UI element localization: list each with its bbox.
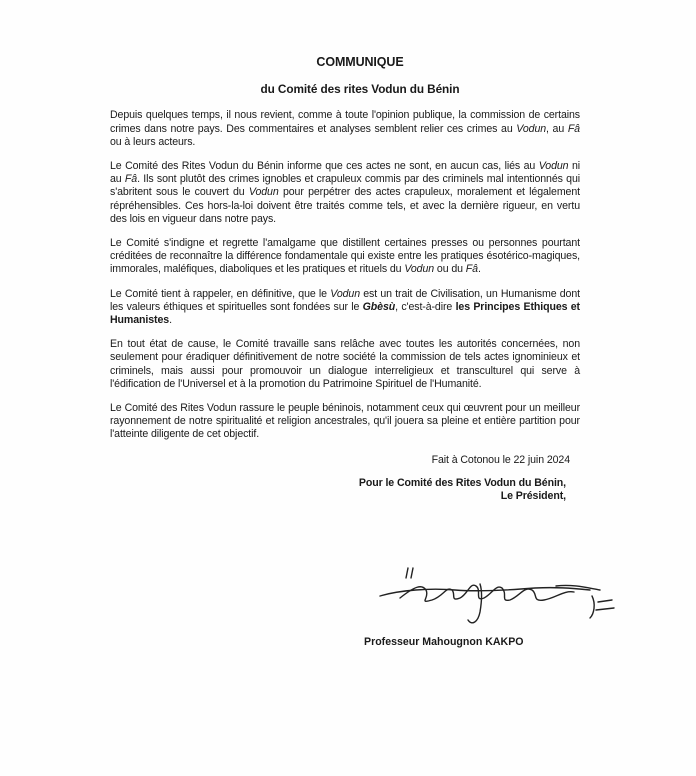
p1-text-e: ou à leurs acteurs. (110, 135, 196, 148)
p3-text-c: ou du (434, 263, 466, 276)
p2-text-c: ni au (110, 160, 580, 186)
p4-text-e: , c'est-à-dire (395, 300, 456, 313)
p3-fa: Fâ (465, 263, 478, 276)
p2-text-e: . Ils sont plutôt des crimes ignobles et crapuleux commis par des criminels mal intentionnés qui s'abritent sous le couvert du (110, 173, 580, 199)
p4-text-g: . (169, 314, 172, 327)
p1-vodun: Vodun (516, 122, 547, 135)
handwritten-signature (360, 560, 620, 640)
paragraph-3 (110, 237, 580, 277)
paragraph-1 (110, 109, 580, 149)
paragraph-5: En tout état de cause, le Comité travaille sans relâche avec toutes les autorités concernées, non seulement pour éradiquer définitivement de notre société la commission de tels actes ignominieux et criminels, mais aussi pour promouvoir un dialogue interreligieux et transculturel qui serve à l'édification de l'Universel et à la promotion du Patrimoine Spirituel de l'Humanité. (110, 338, 580, 390)
p2-fa: Fâ (124, 173, 138, 186)
p4-vodun: Vodun (330, 287, 360, 300)
p1-text-a: Depuis quelques temps, il nous revient, comme à toute l'opinion publique, la commission de certains crimes dans notre pays. Des commentaires et analyses semblent relier ces crimes au (110, 109, 580, 135)
p3-vodun: Vodun (404, 263, 435, 276)
signatory-name: Professeur Mahougnon KAKPO (364, 636, 524, 648)
p4-gbesu: Gbèsù (362, 300, 396, 313)
p2-vodun: Vodun (538, 160, 569, 173)
paragraph-2 (110, 160, 580, 226)
p3-text-a: Le Comité s'indigne et regrette l'amalgame que distillent certaines presses ou personnes pourtant créditées de reconnaître la différence fondamentale qui existe entre les pratiques ésotérico-magiques, immorales, maléfiques, diaboliques et les pratiques et rituels du (110, 237, 580, 276)
paragraph-6: Le Comité des Rites Vodun rassure le peuple béninois, notamment ceux qui œuvrent pour un meilleur rayonnement de notre spiritualité et religion ancestrales, qu'il jouera sa pleine et entière partition pour l'atteinte diligente de cet objectif. (110, 402, 580, 441)
communique-body (110, 56, 580, 504)
signatory-line-2: Le Président, (500, 490, 566, 503)
document-subtitle: du Comité des rites Vodun du Bénin (260, 82, 460, 97)
place-date: Fait à Cotonou le 22 juin 2024 (431, 453, 570, 466)
p1-text-c: , au (546, 122, 568, 135)
signatory-line-1: Pour le Comité des Rites Vodun du Bénin, (358, 476, 566, 489)
p4-text-a: Le Comité tient à rappeler, en définitive, que le (110, 287, 331, 300)
p4-principles: les Principes Ethiques et Humanistes (110, 300, 580, 327)
p2-text-g: pour perpétrer des actes crapuleux, moralement et légalement répréhensibles. Ces hors-la-loi doivent être traités comme tels, et avec la dernière rigueur, en vertu des lois en vigueur dans notre pays. (110, 186, 580, 225)
p1-fa: Fâ (567, 122, 580, 135)
document-title: COMMUNIQUE (316, 55, 404, 69)
p2-text-a: Le Comité des Rites Vodun du Bénin informe que ces actes ne sont, en aucun cas, liés au (110, 160, 539, 173)
p2-vodun-2: Vodun (248, 186, 279, 199)
p4-text-c: est un trait de Civilisation, un Humanisme dont les valeurs éthiques et spirituelles sont fondées sur le (110, 287, 580, 313)
signatory-block (110, 477, 566, 504)
paragraph-4 (110, 288, 580, 328)
p3-text-e: . (477, 263, 481, 276)
